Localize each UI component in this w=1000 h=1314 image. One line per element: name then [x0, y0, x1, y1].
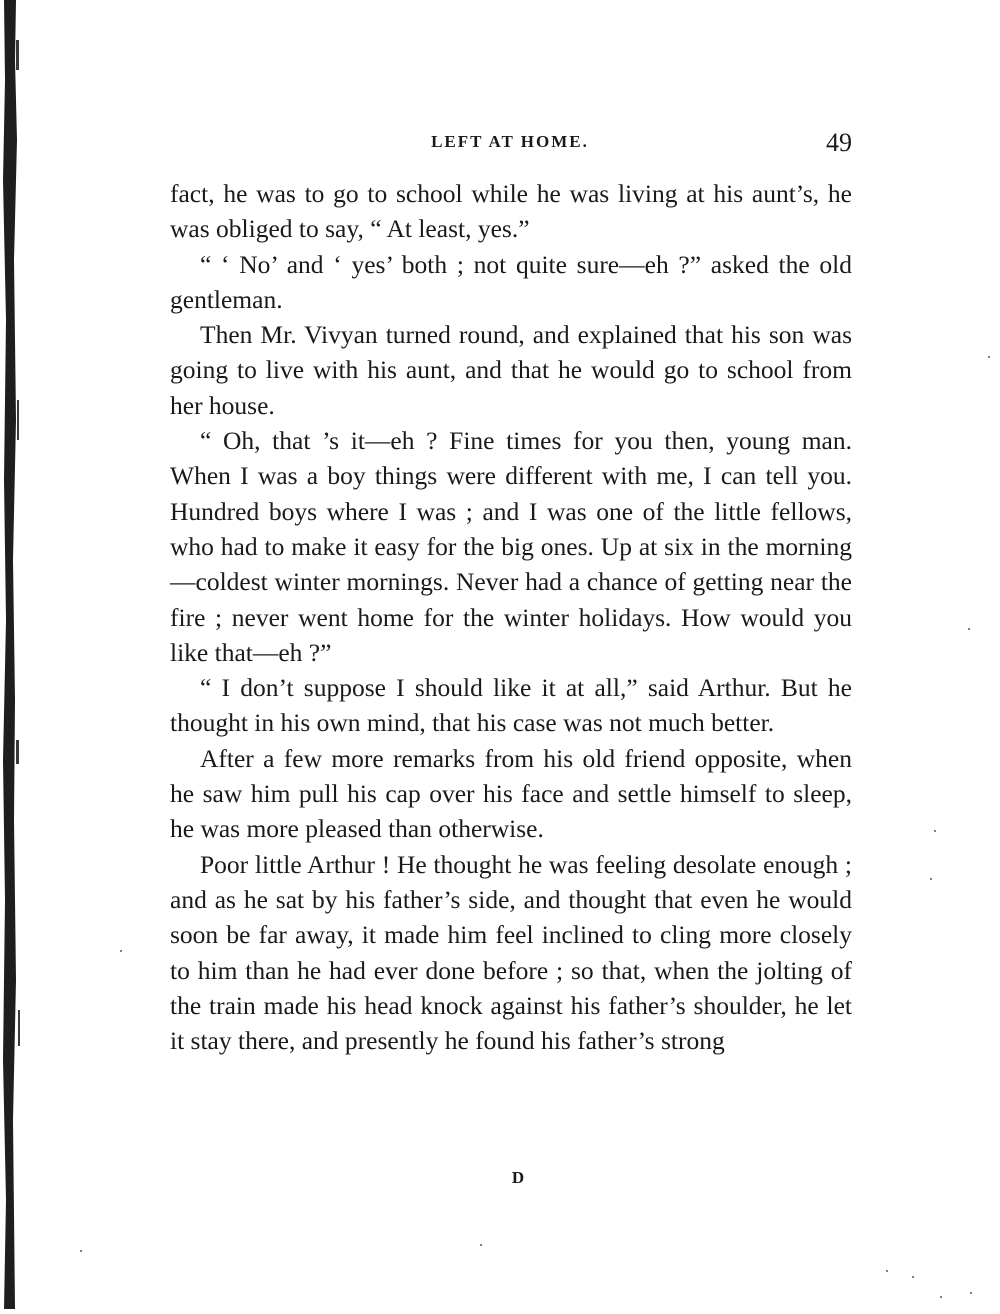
paragraph: Poor little Arthur ! He thought he was feeling desolate enough ; and as he sat by his father’s side, and thought that even he would soon be far away, it made him feel inclined to cling more closely to him than he had ever done before ; so that, when the jolting of the train made his head knock against his father’s shoulder, he let it stay there, and presently he found his father’s strong	[170, 849, 852, 1056]
page-body	[170, 176, 852, 1058]
paragraph: “ Oh, that ’s it—eh ? Fine times for you then, young man. When I was a boy things were different with me, I can tell you. Hundred boys where I was ; and I was one of the little fellows, who had to make it easy for the big ones. Up at six in the morning—coldest winter mornings. Never had a chance of getting near the fire ; never went home for the winter holidays. How would you like that—eh ?”	[170, 426, 852, 667]
paragraph: “ ‘ No’ and ‘ yes’ both ; not quite sure—eh ?” asked the old gentleman.	[170, 249, 852, 314]
running-head	[168, 128, 852, 162]
scan-speck	[80, 1250, 82, 1252]
scan-speck	[970, 1292, 972, 1294]
running-title: LEFT AT HOME.	[431, 132, 589, 151]
signature-mark: D	[511, 1168, 525, 1187]
scan-speck	[886, 1270, 888, 1272]
paragraph: After a few more remarks from his old friend opposite, when he saw him pull his cap over his face and settle himself to sleep, he was more pleased than otherwise.	[170, 743, 852, 844]
scan-speck	[968, 628, 970, 630]
scan-speck	[940, 1296, 942, 1298]
paragraph: fact, he was to go to school while he was living at his aunt’s, he was obliged to say, “ At least, yes.”	[170, 179, 852, 244]
page-number: 49	[826, 128, 852, 157]
binding-edge	[0, 0, 24, 1309]
scan-speck	[930, 878, 932, 880]
paragraph: Then Mr. Vivyan turned round, and explained that his son was going to live with his aunt, and that he would go to school from her house.	[170, 320, 852, 420]
binding-edge-shadow	[0, 0, 24, 1309]
scan-speck	[480, 1244, 482, 1246]
scan-speck	[120, 950, 122, 952]
paragraph: “ I don’t suppose I should like it at all,” said Arthur. But he thought in his own mind, that his case was not much better.	[170, 673, 852, 738]
scan-speck	[934, 830, 936, 832]
scan-speck	[988, 356, 990, 358]
scan-speck	[912, 1276, 914, 1278]
